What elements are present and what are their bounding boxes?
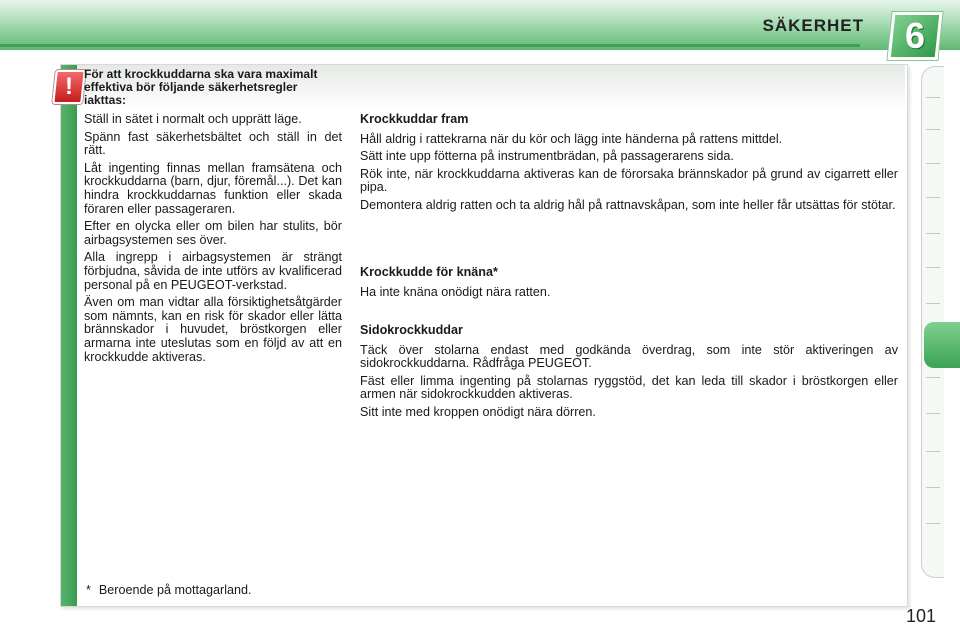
warning-paragraph: Spänn fast säkerhetsbältet och ställ in det rätt. <box>84 129 342 158</box>
footnote-marker: * <box>86 583 91 597</box>
page-number: 101 <box>905 606 936 626</box>
footnote <box>86 583 252 597</box>
section-paragraph: Ha inte knäna onödigt nära ratten. <box>360 284 551 299</box>
chapter-badge <box>887 12 942 60</box>
tab-divider <box>926 129 940 130</box>
warning-glyph: ! <box>65 73 73 100</box>
section-paragraph: Rök inte, när krockkuddarna aktiveras kan de förorsaka brännskador på grund av cigarrett eller pipa. <box>360 166 898 195</box>
warning-paragraph: Efter en olycka eller om bilen har stulits, bör airbagsystemen ses över. <box>84 219 342 247</box>
tab-divider <box>926 97 940 98</box>
footnote-text: Beroende på mottagarland. <box>98 583 252 597</box>
chapter-tab-active[interactable] <box>924 322 960 368</box>
section-front-airbags <box>360 113 898 217</box>
warning-paragraph: Ställ in sätet i normalt och upprätt läge. <box>84 112 302 126</box>
section-paragraph: Håll aldrig i rattekrarna när du kör och lägg inte händerna på rattens mittdel. <box>360 131 783 146</box>
section-heading: Krockkudde för knäna* <box>360 265 498 279</box>
warning-paragraph: Låt ingenting finnas mellan framsätena och krockkuddarna (barn, djur, föremål...). Det kan hindra krockkuddarnas funktion eller skada föraren eller passageraren. <box>84 160 342 216</box>
section-paragraph: Sätt inte upp fötterna på instrumentbrädan, på passagerarens sida. <box>360 149 734 164</box>
warning-heading: För att krockkuddarna ska vara maximalt effektiva bör följande säkerhetsregler iakttas: <box>84 67 318 107</box>
tab-divider <box>926 267 940 268</box>
tab-divider <box>926 233 940 234</box>
section-knee-airbag <box>360 266 898 303</box>
tab-divider <box>926 413 940 414</box>
warning-column <box>84 68 342 368</box>
tab-divider <box>926 451 940 452</box>
warning-icon <box>52 70 86 104</box>
section-paragraph: Täck över stolarna endast med godkända överdrag, som inte stör aktiveringen av sidokrockkuddarna. Rådfråga PEUGEOT. <box>360 342 898 371</box>
tab-divider <box>926 523 940 524</box>
section-paragraph: Demontera aldrig ratten och ta aldrig hål på rattnavskåpan, som inte heller får utsättas för stötar. <box>360 197 896 212</box>
tab-divider <box>926 487 940 488</box>
warning-paragraph: Även om man vidtar alla försiktighetsåtgärder som nämnts, kan en risk för skador eller lätta brännskador i huvudet, bröstkorgen eller armarna inte uteslutas som en följd av att en krockkudde aktiveras. <box>84 295 342 364</box>
section-heading: Sidokrockkuddar <box>360 323 463 337</box>
section-paragraph: Fäst eller limma ingenting på stolarnas ryggstöd, det kan leda till skador i bröstkorgen eller armen när sidokrockkudden aktiveras. <box>360 373 898 402</box>
header-divider <box>0 44 860 47</box>
panel-accent-stripe <box>61 65 77 606</box>
tab-divider <box>926 377 940 378</box>
chapter-title: SÄKERHET <box>762 16 864 35</box>
section-paragraph: Sitt inte med kroppen onödigt nära dörren. <box>360 404 596 419</box>
tab-divider <box>926 197 940 198</box>
section-side-airbags <box>360 324 898 424</box>
chapter-number: 6 <box>904 15 926 56</box>
tab-divider <box>926 303 940 304</box>
tab-divider <box>926 163 940 164</box>
section-heading: Krockkuddar fram <box>360 112 469 126</box>
warning-paragraph: Alla ingrepp i airbagsystemen är strängt förbjudna, såvida de inte utförs av kvalificerad personal på en PEUGEOT-verkstad. <box>84 250 342 292</box>
